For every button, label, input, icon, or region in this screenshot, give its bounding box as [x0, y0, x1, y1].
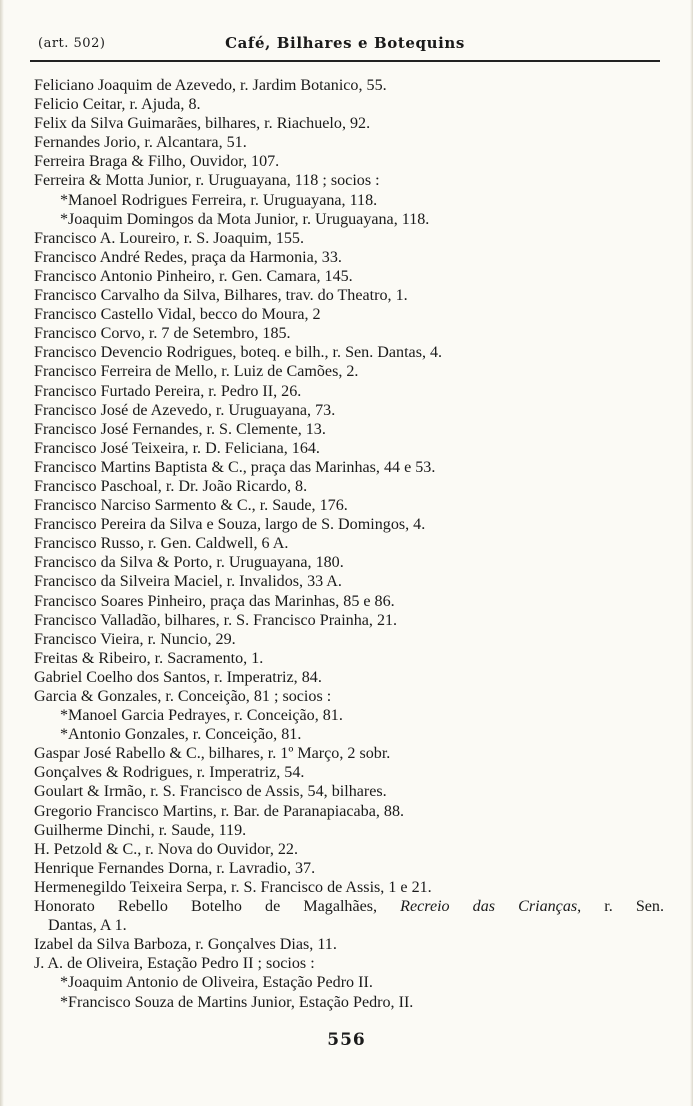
list-item: Francisco Ferreira de Mello, r. Luiz de Camões, 2. [34, 363, 359, 381]
partner-item: *Francisco Souza de Martins Junior, Estação Pedro, II. [60, 993, 414, 1011]
list-item: Feliciano Joaquim de Azevedo, r. Jardim Botanico, 55. [34, 77, 387, 94]
list-item [34, 897, 664, 916]
list-item: Francisco José de Azevedo, r. Uruguayana, 73. [34, 401, 336, 419]
list-item: Francisco Furtado Pereira, r. Pedro II, 26. [34, 382, 302, 400]
partner-item: *Joaquim Antonio de Oliveira, Estação Pedro II. [60, 974, 373, 992]
list-item: Francisco Corvo, r. 7 de Setembro, 185. [34, 325, 291, 343]
list-item: Gonçalves & Rodrigues, r. Imperatriz, 54. [34, 764, 305, 782]
directory-entries [34, 76, 664, 1012]
list-item: Gregorio Francisco Martins, r. Bar. de Paranapiacaba, 88. [34, 802, 405, 820]
list-item: Francisco Paschoal, r. Dr. João Ricardo, 8. [34, 477, 308, 495]
list-item: Francisco André Redes, praça da Harmonia, 33. [34, 248, 342, 266]
list-item: Gabriel Coelho dos Santos, r. Imperatriz, 84. [34, 668, 322, 686]
list-item: Francisco José Fernandes, r. S. Clemente, 13. [34, 420, 326, 438]
list-item: Garcia & Gonzales, r. Conceição, 81 ; socios : [34, 688, 332, 705]
business-name: Recreio das Crianças [400, 898, 578, 916]
list-item: Francisco Vieira, r. Nuncio, 29. [34, 630, 236, 648]
list-item: Freitas & Ribeiro, r. Sacramento, 1. [34, 649, 264, 667]
list-item: J. A. de Oliveira, Estação Pedro II ; socios : [34, 955, 315, 973]
list-item: Francisco A. Loureiro, r. S. Joaquim, 155. [34, 229, 304, 247]
list-item: Francisco Valladão, bilhares, r. S. Francisco Prainha, 21. [34, 611, 398, 629]
list-item: Guilherme Dinchi, r. Saude, 119. [34, 821, 247, 839]
list-item: Francisco Antonio Pinheiro, r. Gen. Camara, 145. [34, 267, 353, 285]
page-edge-left [0, 0, 4, 1106]
page-number: 556 [327, 1030, 366, 1050]
partner-item: *Joaquim Domingos da Mota Junior, r. Uruguayana, 118. [60, 210, 430, 228]
list-item-continuation: Dantas, A 1. [48, 917, 127, 935]
list-item: Felix da Silva Guimarães, bilhares, r. Riachuelo, 92. [34, 115, 371, 133]
list-item: Francisco Pereira da Silva e Souza, largo de S. Domingos, 4. [34, 516, 426, 534]
list-item: Francisco Martins Baptista & C., praça das Marinhas, 44 e 53. [34, 458, 436, 476]
section-title: Café, Bilhares e Botequins [225, 34, 465, 52]
list-item: Francisco Carvalho da Silva, Bilhares, trav. do Theatro, 1. [34, 287, 408, 305]
list-item: Francisco Soares Pinheiro, praça das Marinhas, 85 e 86. [34, 592, 395, 610]
entry-name: Honorato Rebello Botelho de Magalhães, [34, 898, 378, 916]
list-item: Ferreira & Motta Junior, r. Uruguayana, 118 ; socios : [34, 172, 380, 190]
list-item: Izabel da Silva Barboza, r. Gonçalves Dias, 11. [34, 936, 337, 954]
list-item: Hermenegildo Teixeira Serpa, r. S. Francisco de Assis, 1 e 21. [34, 878, 432, 896]
entry-address: , r. Sen. [577, 898, 664, 916]
list-item: Francisco da Silveira Maciel, r. Invalidos, 33 A. [34, 573, 342, 591]
partner-item: *Manoel Rodrigues Ferreira, r. Uruguayana, 118. [60, 191, 378, 209]
partner-item: *Antonio Gonzales, r. Conceição, 81. [60, 726, 302, 744]
list-item: Gaspar José Rabello & C., bilhares, r. 1º Março, 2 sobr. [34, 745, 391, 763]
list-item: Henrique Fernandes Dorna, r. Lavradio, 37. [34, 859, 316, 877]
list-item: Francisco Devencio Rodrigues, boteq. e bilh., r. Sen. Dantas, 4. [34, 344, 443, 362]
list-item: Goulart & Irmão, r. S. Francisco de Assis, 54, bilhares. [34, 783, 387, 801]
list-item: Francisco da Silva & Porto, r. Uruguayana, 180. [34, 554, 344, 572]
list-item: Francisco Castello Vidal, becco do Moura, 2 [34, 306, 321, 324]
page-header [30, 34, 660, 62]
list-item: Francisco Russo, r. Gen. Caldwell, 6 A. [34, 535, 289, 553]
list-item: H. Petzold & C., r. Nova do Ouvidor, 22. [34, 840, 298, 858]
list-item: Ferreira Braga & Filho, Ouvidor, 107. [34, 153, 280, 171]
list-item: Felicio Ceitar, r. Ajuda, 8. [34, 96, 201, 114]
partner-item: *Manoel Garcia Pedrayes, r. Conceição, 81. [60, 707, 343, 725]
article-reference: (art. 502) [38, 36, 106, 51]
list-item: Francisco José Teixeira, r. D. Feliciana, 164. [34, 439, 320, 457]
list-item: Francisco Narciso Sarmento & C., r. Saude, 176. [34, 497, 348, 515]
list-item: Fernandes Jorio, r. Alcantara, 51. [34, 134, 247, 152]
